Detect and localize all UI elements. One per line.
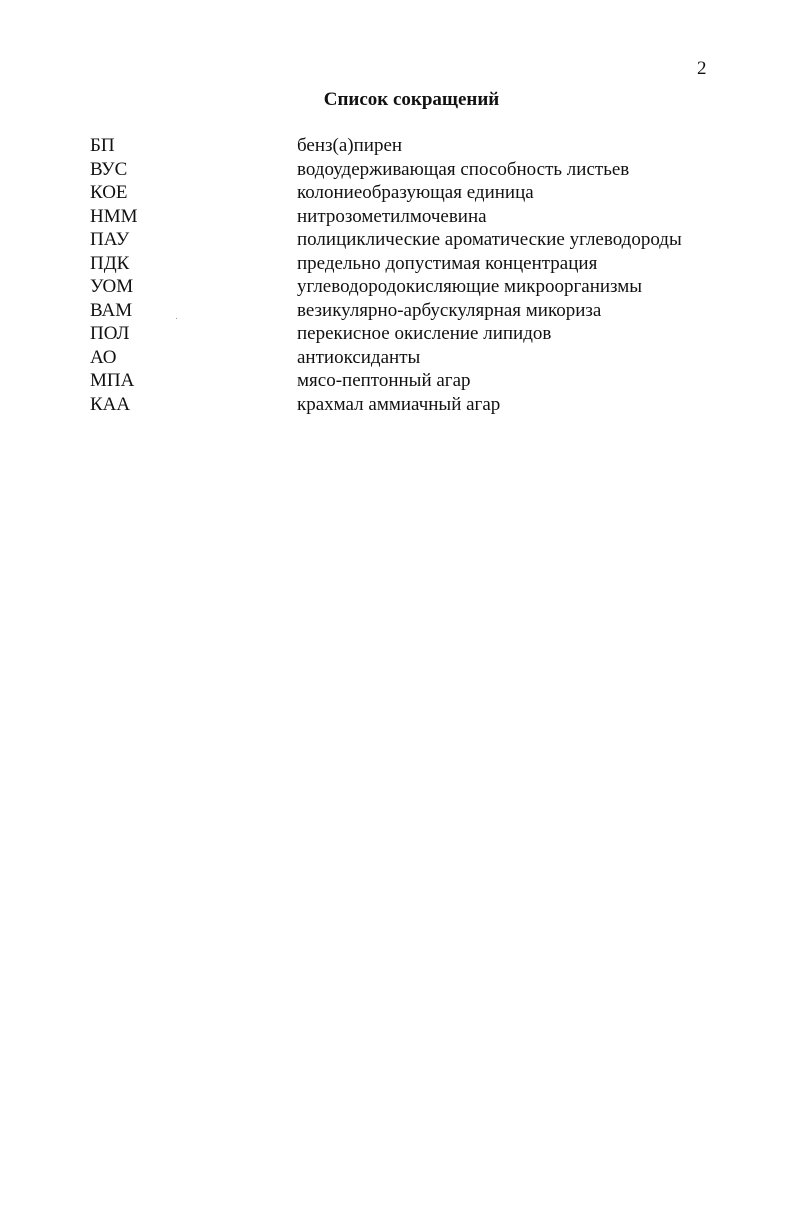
abbreviation-row-ao — [90, 346, 682, 370]
abbreviation-code: КОЕ — [90, 182, 128, 203]
abbreviation-row-mpa — [90, 369, 682, 393]
abbreviation-row-koe — [90, 181, 682, 205]
abbreviation-meaning: водоудерживающая способность листьев — [297, 158, 630, 180]
abbreviation-code: ПАУ — [90, 229, 130, 250]
abbreviation-meaning: везикулярно-арбускулярная микориза — [297, 299, 602, 321]
abbreviation-code: АО — [90, 346, 117, 368]
abbreviation-code: ВУС — [90, 158, 128, 180]
abbreviation-row-nmm — [90, 205, 682, 229]
scan-artifact-dot — [176, 318, 177, 319]
abbreviation-list — [90, 134, 682, 416]
abbreviation-meaning: перекисное окисление липидов — [297, 323, 552, 344]
abbreviation-meaning: крахмал аммиачный агар — [297, 393, 501, 415]
abbreviation-row-pol — [90, 322, 682, 346]
abbreviation-row-vam — [90, 299, 682, 323]
abbreviation-row-kaa — [90, 393, 682, 417]
abbreviation-code: КАА — [90, 393, 131, 415]
abbreviation-row-bp — [90, 134, 682, 158]
abbreviation-code: ПОЛ — [90, 323, 130, 344]
abbreviation-code: БП — [90, 135, 115, 156]
page-number: 2 — [697, 58, 707, 79]
page-title: Список сокращений — [323, 89, 500, 110]
abbreviation-meaning: бенз(а)пирен — [297, 135, 403, 156]
abbreviation-meaning: антиоксиданты — [297, 346, 421, 368]
abbreviation-meaning: нитрозометилмочевина — [297, 205, 487, 227]
abbreviation-meaning: колониеобразующая единица — [297, 182, 534, 203]
abbreviation-meaning: предельно допустимая концентрация — [297, 252, 598, 274]
abbreviation-meaning: полициклические ароматические углеводороды — [297, 229, 682, 250]
abbreviation-meaning: углеводородокисляющие микроорганизмы — [297, 276, 643, 297]
abbreviation-code: ПДК — [90, 252, 130, 274]
abbreviation-code: ВАМ — [90, 299, 133, 321]
abbreviation-meaning: мясо-пептонный агар — [297, 370, 471, 391]
abbreviation-code: МПА — [90, 370, 135, 391]
abbreviation-row-pau — [90, 228, 682, 252]
abbreviation-code: УОМ — [90, 276, 134, 297]
abbreviation-row-uom — [90, 275, 682, 299]
abbreviation-row-pdk — [90, 252, 682, 276]
abbreviation-code: НММ — [90, 205, 138, 227]
abbreviation-row-vus — [90, 158, 682, 182]
